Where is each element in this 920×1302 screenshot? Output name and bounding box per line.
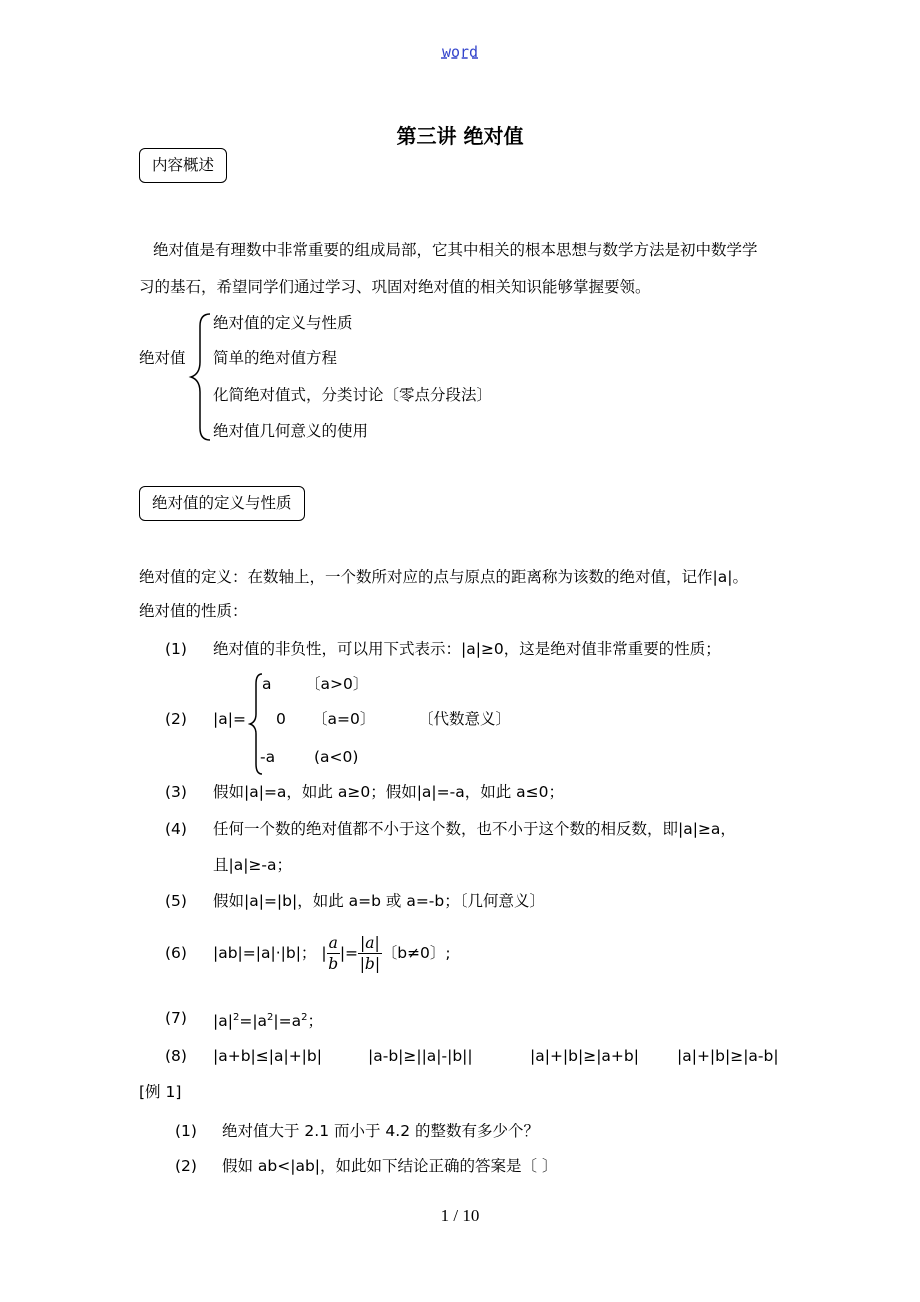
inequality: |a|+|b|≥|a+b| <box>530 1047 639 1065</box>
section-box-definition: 绝对值的定义与性质 <box>139 486 305 521</box>
inequality: |a-b|≥||a|-|b|| <box>368 1047 473 1065</box>
property-note: 〔代数意义〕 <box>418 710 512 728</box>
brace-icon <box>188 312 212 442</box>
page-number: 1 / 10 <box>440 1206 480 1225</box>
word-link[interactable]: word <box>441 43 479 61</box>
property-formula <box>213 932 451 974</box>
property-formula <box>213 1008 323 1031</box>
exponent: 2 <box>267 1012 274 1023</box>
fraction <box>358 933 382 974</box>
fraction <box>327 933 340 974</box>
case-value: a <box>262 675 272 693</box>
case-value: 0 <box>276 710 286 728</box>
property-lhs: |a|= <box>213 710 246 728</box>
case-condition: (a<0) <box>314 748 359 766</box>
item-number: (1) <box>175 1122 197 1140</box>
case-condition: 〔a>0〕 <box>305 675 369 693</box>
formula-part: ； <box>307 1012 324 1031</box>
formula-part: |=a <box>273 1012 302 1031</box>
item-number: (3) <box>165 783 187 801</box>
item-number: (4) <box>165 820 187 838</box>
definition-text: 绝对值的定义：在数轴上，一个数所对应的点与原点的距离称为该数的绝对值，记作|a|。 <box>139 568 748 586</box>
item-number: (5) <box>165 892 187 910</box>
item-number: (1) <box>165 640 187 658</box>
property-text: 绝对值的非负性，可以用下式表示：|a|≥0，这是绝对值非常重要的性质； <box>213 640 721 658</box>
inequality: |a+b|≤|a|+|b| <box>213 1047 322 1065</box>
example-question: 绝对值大于 2.1 而小于 4.2 的整数有多少个？ <box>222 1122 540 1140</box>
outline-item: 绝对值几何意义的使用 <box>213 422 369 440</box>
properties-title: 绝对值的性质： <box>139 602 248 620</box>
inequality: |a|+|b|≥|a-b| <box>677 1047 779 1065</box>
property-text: 任何一个数的绝对值都不小于这个数，也不小于这个数的相反数，即|a|≥a， <box>213 820 736 838</box>
formula-part: =|a <box>239 1012 268 1031</box>
header <box>0 42 920 62</box>
item-number: (7) <box>165 1009 187 1027</box>
outline-item: 简单的绝对值方程 <box>213 349 338 367</box>
section-box-overview: 内容概述 <box>139 148 227 183</box>
page-title: 第三讲 绝对值 <box>396 124 524 148</box>
paragraph-line: 绝对值是有理数中非常重要的组成局部，它其中相关的根本思想与数学方法是初中数学学 <box>153 241 758 259</box>
paragraph-line: 习的基石，希望同学们通过学习、巩固对绝对值的相关知识能够掌握要领。 <box>139 278 651 296</box>
numerator: |a| <box>360 934 380 952</box>
item-number: (6) <box>165 944 187 962</box>
outline-label: 绝对值 <box>139 349 186 367</box>
formula-part: |ab|=|a|·|b|； | <box>213 944 327 962</box>
numerator: a <box>328 934 338 952</box>
formula-part: |= <box>339 944 359 962</box>
denominator: b <box>328 955 339 973</box>
formula-part: |a| <box>213 1012 233 1031</box>
item-number: (2) <box>175 1157 197 1175</box>
outline-item: 化简绝对值式，分类讨论〔零点分段法〕 <box>213 386 493 404</box>
case-value: -a <box>260 748 276 766</box>
outline-item: 绝对值的定义与性质 <box>213 314 353 332</box>
denominator: |b| <box>359 955 381 973</box>
example-label: [例 1] <box>139 1083 182 1101</box>
case-condition: 〔a=0〕 <box>312 710 376 728</box>
item-number: (2) <box>165 710 187 728</box>
item-number: (8) <box>165 1047 187 1065</box>
property-text: 假如|a|=a，如此 a≥0；假如|a|=-a，如此 a≤0； <box>213 783 564 801</box>
exponent: 2 <box>301 1012 308 1023</box>
example-question: 假如 ab<|ab|，如此如下结论正确的答案是〔 〕 <box>222 1157 558 1175</box>
formula-part: 〔b≠0〕; <box>381 944 451 962</box>
exponent: 2 <box>232 1012 240 1023</box>
property-text: 且|a|≥-a； <box>213 856 293 874</box>
property-text: 假如|a|=|b|，如此 a=b 或 a=-b；〔几何意义〕 <box>213 892 545 910</box>
